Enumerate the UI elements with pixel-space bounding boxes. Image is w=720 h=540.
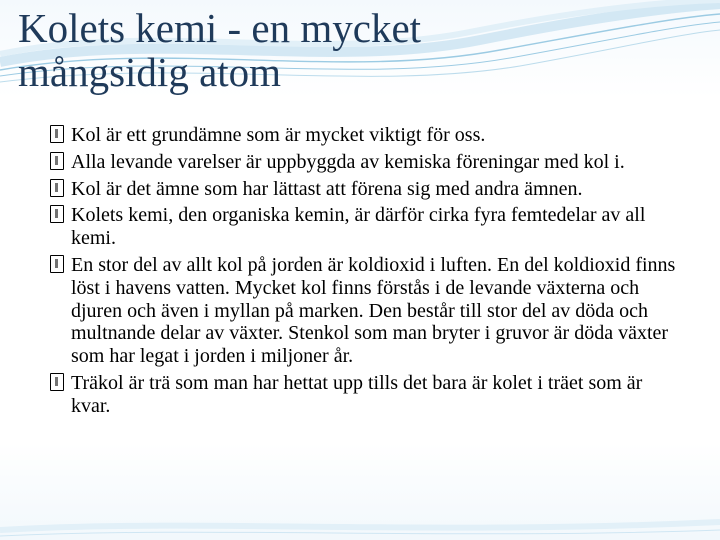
list-item	[50, 178, 682, 201]
bullet-text: Alla levande varelser är uppbyggda av kemiska föreningar med kol i.	[71, 150, 625, 173]
bullet-text: Kolets kemi, den organiska kemin, är därför cirka fyra femtedelar av all kemi.	[71, 204, 646, 250]
footer-wave-decoration	[0, 500, 720, 540]
slide-title-line-1: Kolets kemi - en mycket	[18, 5, 422, 51]
bullet-box-icon	[50, 373, 64, 391]
list-item	[50, 124, 682, 147]
bullet-box-icon	[50, 152, 64, 170]
list-item	[50, 151, 682, 174]
bullet-box-icon	[50, 179, 64, 197]
slide-title-line-2: mångsidig atom	[18, 49, 282, 95]
slide-title	[18, 6, 618, 94]
bullet-box-icon	[50, 205, 64, 223]
bullet-box-icon	[50, 255, 64, 273]
bullet-box-icon	[50, 125, 64, 143]
list-item	[50, 204, 682, 250]
bullet-list	[50, 124, 682, 422]
list-item	[50, 372, 682, 418]
bullet-text: En stor del av allt kol på jorden är koldioxid i luften. En del koldioxid finns löst i havens vatten. Mycket kol finns förstås i de levande växterna och djuren och även i myllan på marken. Den består till stor del av döda och multnande delar av växter. Stenkol som man bryter i gruvor är döda växter som har legat i jorden i miljoner år.	[71, 253, 676, 368]
list-item	[50, 254, 682, 368]
bullet-text: Kol är ett grundämne som är mycket viktigt för oss.	[71, 124, 486, 146]
bullet-text: Kol är det ämne som har lättast att förena sig med andra ämnen.	[71, 177, 583, 200]
bullet-text: Träkol är trä som man har hettat upp tills det bara är kolet i träet som är kvar.	[71, 371, 643, 417]
